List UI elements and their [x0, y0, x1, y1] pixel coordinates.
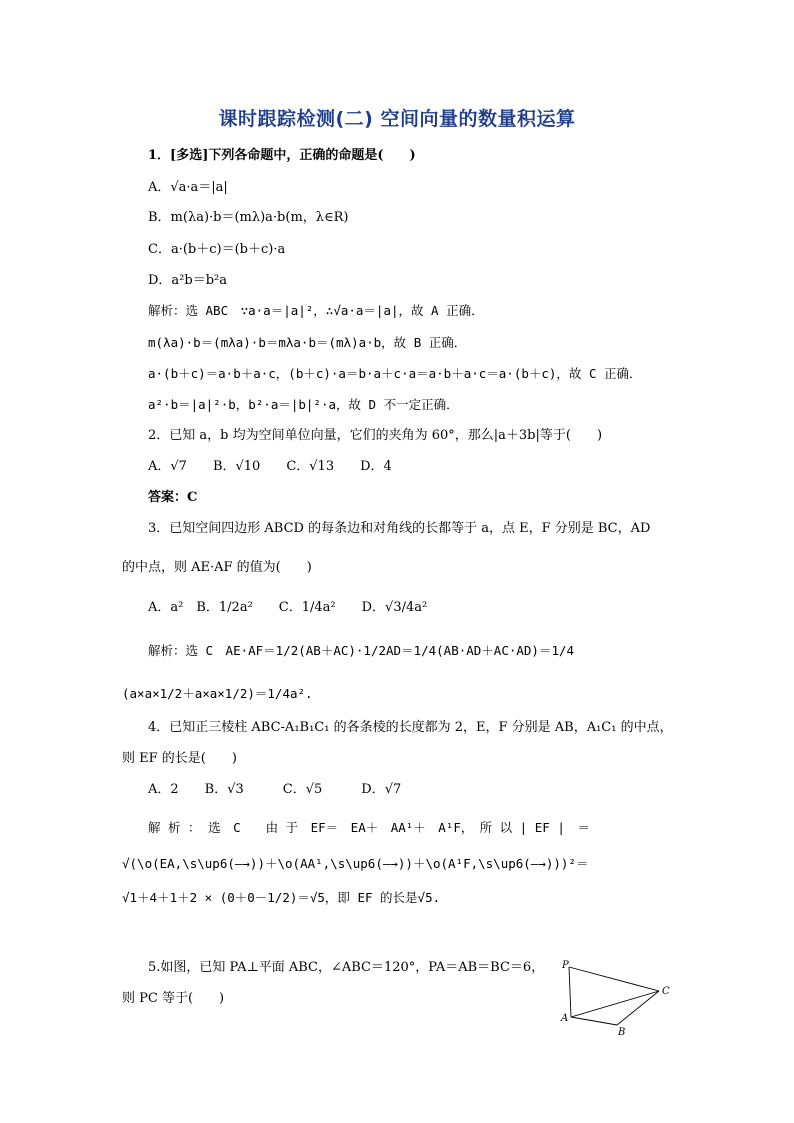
- question-line: 1．[多选]下列各命题中，正确的命题是( ): [148, 148, 416, 163]
- page-title: 课时跟踪检测(二) 空间向量的数量积运算: [218, 108, 576, 130]
- question-line: 的中点，则 AE·AF 的值为( ): [122, 560, 312, 575]
- question-line: 2．已知 a，b 均为空间单位向量，它们的夹角为 60°，那么|a＋3b|等于( ): [148, 428, 603, 443]
- question-line: B．m(λa)·b＝(mλ)a·b(m，λ∈R): [148, 210, 349, 225]
- solution-line: 解析：选 C AE·AF＝1/2(AB＋AC)·1/2AD＝1/4(AB·AD＋AC·AD)＝1/4: [148, 643, 575, 658]
- question-line: 答案：C: [148, 490, 198, 505]
- solution-line: a²·b＝|a|²·b，b²·a＝|b|²·a，故 D 不一定正确．: [148, 397, 459, 412]
- solution-line: a·(b＋c)＝a·b＋a·c，(b＋c)·a＝b·a＋c·a＝a·b＋a·c＝a·(b＋c)，故 C 正确．: [148, 366, 642, 381]
- question-line: 3．已知空间四边形 ABCD 的每条边和对角线的长都等于 a，点 E，F 分别是 BC，AD: [148, 521, 651, 536]
- point-label-c: C: [662, 986, 670, 997]
- question-line: 5.如图，已知 PA⊥平面 ABC，∠ABC＝120°，PA＝AB＝BC＝6，: [148, 960, 545, 975]
- point-label-a: A: [561, 1013, 569, 1024]
- solution-line: √1＋4＋1＋2 × (0＋0－1/2)＝√5，即 EF 的长是√5.: [122, 890, 441, 905]
- point-label-b: B: [618, 1027, 626, 1037]
- question-line: C．a·(b＋c)＝(b＋c)·a: [148, 242, 286, 257]
- question-line: A．√a·a＝|a|: [148, 180, 228, 195]
- question-line: A．√7 B．√10 C．√13 D．4: [148, 459, 392, 474]
- solution-line: (a×a×1/2＋a×a×1/2)＝1/4a².: [122, 686, 313, 701]
- solution-line: 解 析 ： 选 C 由 于 EF＝ EA＋ AA¹＋ A¹F， 所 以 | EF | ＝: [148, 820, 590, 835]
- solution-line: 解析：选 ABC ∵a·a＝|a|²，∴√a·a＝|a|，故 A 正确．: [148, 303, 484, 318]
- solution-line: m(λa)·b＝(mλa)·b＝mλa·b＝(mλ)a·b，故 B 正确．: [148, 335, 467, 350]
- geometry-figure: [555, 955, 685, 1037]
- question-line: A．a² B．1/2a² C．1/4a² D．√3/4a²: [148, 600, 428, 615]
- point-label-p: P: [562, 960, 569, 971]
- question-line: A．2 B．√3 C．√5 D．√7: [148, 782, 402, 797]
- question-line: 则 EF 的长是( ): [122, 751, 237, 766]
- question-line: 则 PC 等于( ): [122, 991, 225, 1006]
- question-line: D．a²b＝b²a: [148, 273, 227, 288]
- solution-line: √(\o(EA,\s\up6(—→))＋\o(AA¹,\s\up6(—→))＋\o(A¹F,\s\up6(—→)))²＝: [122, 856, 589, 871]
- question-line: 4．已知正三棱柱 ABC-A₁B₁C₁ 的各条棱的长度都为 2，E，F 分别是 AB，A₁C₁ 的中点，: [148, 720, 673, 735]
